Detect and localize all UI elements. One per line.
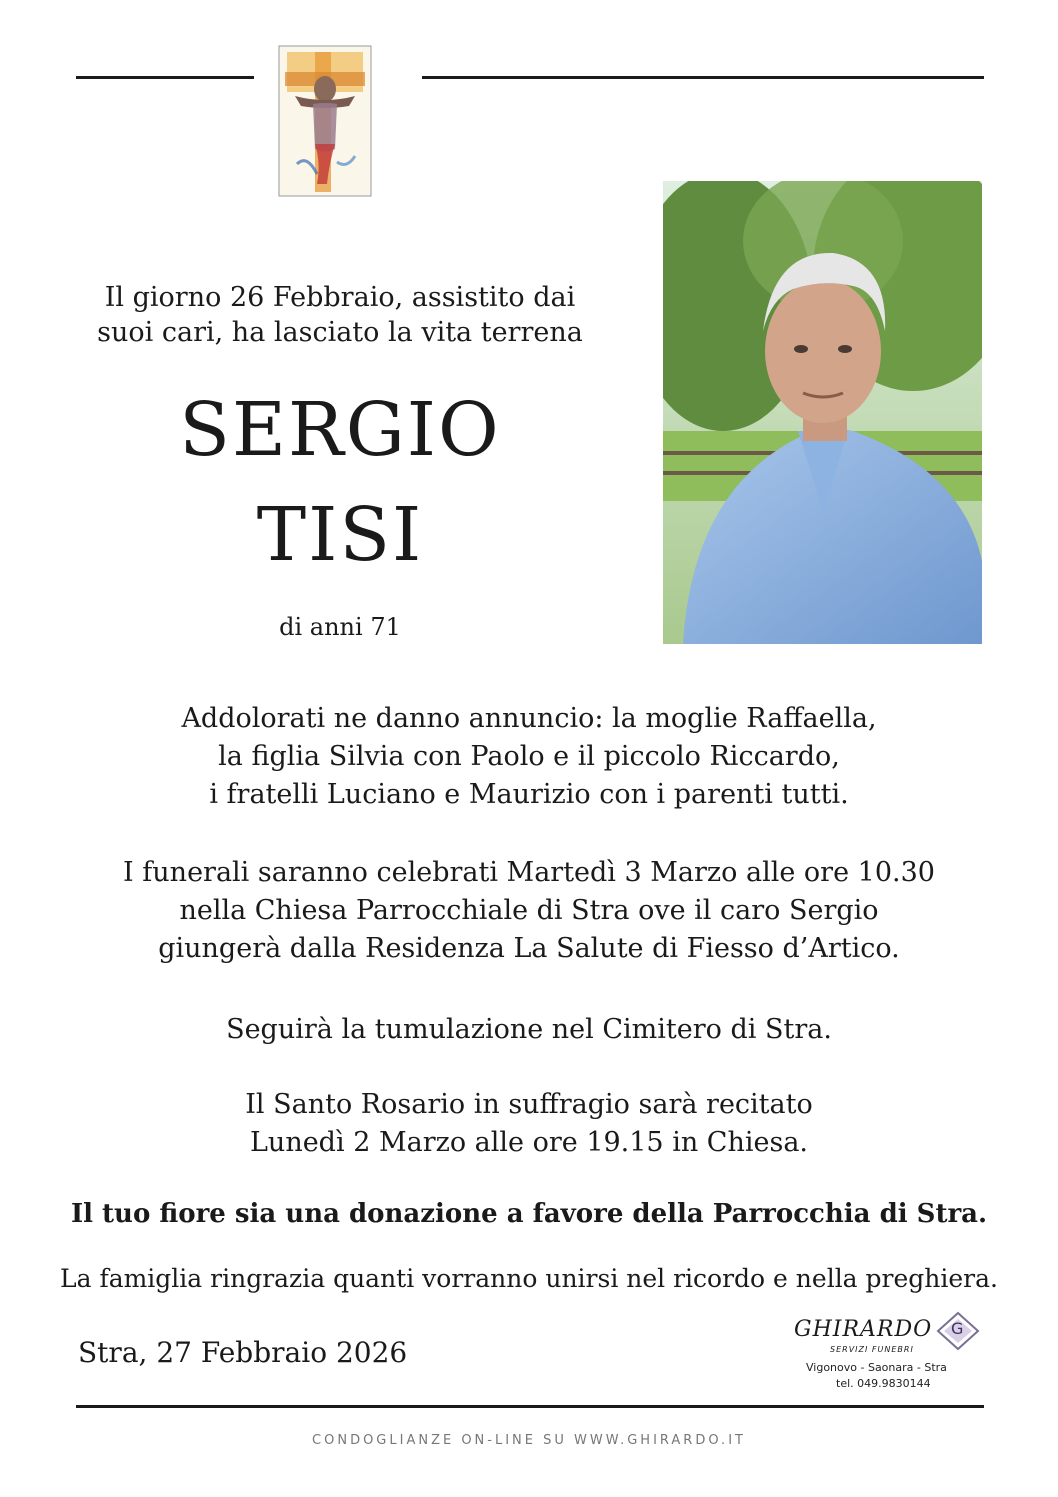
rosary-line-1: Il Santo Rosario in suffragio sarà recitato [245, 1089, 813, 1120]
funeral-details [0, 854, 1058, 968]
family-announcement [0, 700, 1058, 814]
portrait-photo [663, 181, 982, 644]
footer-condolences: CONDOGLIANZE ON-LINE SU WWW.GHIRARDO.IT [312, 1433, 746, 1448]
family-line-1: Addolorati ne danno annuncio: la moglie Raffaella, [181, 703, 877, 734]
funeral-home-phone: tel. 049.9830144 [836, 1377, 931, 1390]
thanks-note: La famiglia ringrazia quanti vorranno unirsi nel ricordo e nella preghiera. [59, 1264, 998, 1293]
family-line-3: i fratelli Luciano e Maurizio con i parenti tutti. [209, 779, 849, 810]
funeral-line-3: giungerà dalla Residenza La Salute di Fiesso d’Artico. [158, 933, 900, 964]
intro-text [80, 280, 600, 350]
funeral-home-monogram: G [951, 1319, 964, 1338]
header-rule-right [422, 76, 984, 79]
rosary-line-2: Lunedì 2 Marzo alle ore 19.15 in Chiesa. [250, 1127, 808, 1158]
family-line-2: la figlia Silvia con Paolo e il piccolo Riccardo, [218, 741, 840, 772]
place-date: Stra, 27 Febbraio 2026 [78, 1336, 408, 1369]
footer-rule [76, 1405, 984, 1408]
rosary-info [0, 1086, 1058, 1162]
deceased-age: di anni 71 [279, 613, 401, 641]
intro-line-2: suoi cari, ha lasciato la vita terrena [97, 317, 583, 348]
funeral-home-logo [790, 1305, 990, 1395]
funeral-line-1: I funerali saranno celebrati Martedì 3 Marzo alle ore 10.30 [123, 857, 935, 888]
funeral-line-2: nella Chiesa Parrocchiale di Stra ove il caro Sergio [179, 895, 879, 926]
deceased-first-name: SERGIO [179, 387, 501, 473]
intro-line-1: Il giorno 26 Febbraio, assistito dai [104, 282, 576, 313]
deceased-last-name: TISI [256, 492, 424, 578]
burial-info: Seguirà la tumulazione nel Cimitero di Stra. [226, 1014, 832, 1045]
crucifix-illustration-icon [277, 44, 373, 199]
funeral-home-name: GHIRARDO [794, 1317, 933, 1342]
header-rule-left [76, 76, 254, 79]
funeral-home-subtitle: SERVIZI FUNEBRI [830, 1345, 914, 1354]
funeral-home-locations: Vigonovo - Saonara - Stra [806, 1361, 947, 1374]
donation-note: Il tuo fiore sia una donazione a favore della Parrocchia di Stra. [70, 1199, 988, 1229]
